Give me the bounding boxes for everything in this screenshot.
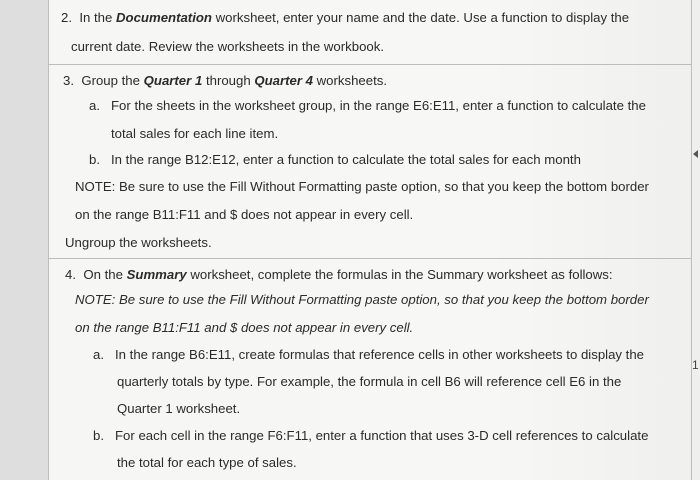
step-4a-line-3: Quarter 1 worksheet. — [117, 401, 241, 416]
edge-arrow-icon — [693, 150, 698, 158]
ungroup-line: Ungroup the worksheets. — [65, 235, 212, 250]
step-3b-line-1: b. In the range B12:E12, enter a function to calculate the total sales for each month — [89, 152, 581, 167]
step-4-note-line-2: on the range B11:F11 and $ does not appear in every cell. — [75, 320, 414, 335]
step-4-row — [49, 258, 691, 480]
substep-letter: a. — [93, 347, 104, 362]
step-number: 3. — [63, 73, 74, 88]
step-3-row — [49, 64, 691, 259]
step-4b-line-1: b. For each cell in the range F6:F11, enter a function that uses 3-D cell references to calculate — [93, 428, 649, 443]
step-3-note-line-2: on the range B11:F11 and $ does not appear in every cell. — [75, 207, 414, 222]
step-number: 4. — [65, 267, 76, 282]
step-4b-line-2: the total for each type of sales. — [117, 455, 297, 470]
step-number: 2. — [61, 10, 72, 25]
substep-letter: b. — [89, 152, 100, 167]
step-2-line-1: 2. In the Documentation worksheet, enter your name and the date. Use a function to display the — [61, 10, 630, 25]
substep-letter: a. — [89, 98, 100, 113]
left-margin-column — [0, 0, 49, 480]
step-3-heading: 3. Group the Quarter 1 through Quarter 4 worksheets. — [63, 73, 388, 88]
instructions-table — [48, 0, 692, 480]
step-4-note-line-1: NOTE: Be sure to use the Fill Without Formatting paste option, so that you keep the bottom border — [75, 292, 649, 307]
substep-letter: b. — [93, 428, 104, 443]
step-3a-line-1: a. For the sheets in the worksheet group, in the range E6:E11, enter a function to calculate the — [89, 98, 646, 113]
step-4a-line-2: quarterly totals by type. For example, the formula in cell B6 will reference cell E6 in the — [117, 374, 622, 389]
step-3-note-line-1: NOTE: Be sure to use the Fill Without Formatting paste option, so that you keep the bottom border — [75, 179, 649, 194]
step-4-heading: 4. On the Summary worksheet, complete the formulas in the Summary worksheet as follows: — [65, 267, 613, 282]
step-4a-line-1: a. In the range B6:E11, create formulas that reference cells in other worksheets to display the — [93, 347, 645, 362]
edge-number: 1 — [692, 358, 699, 372]
step-3a-line-2: total sales for each line item. — [111, 126, 279, 141]
documentation-sheet-name: Documentation — [116, 10, 212, 25]
step-2-row — [49, 0, 691, 65]
step-2-line-2: current date. Review the worksheets in the workbook. — [71, 39, 384, 54]
